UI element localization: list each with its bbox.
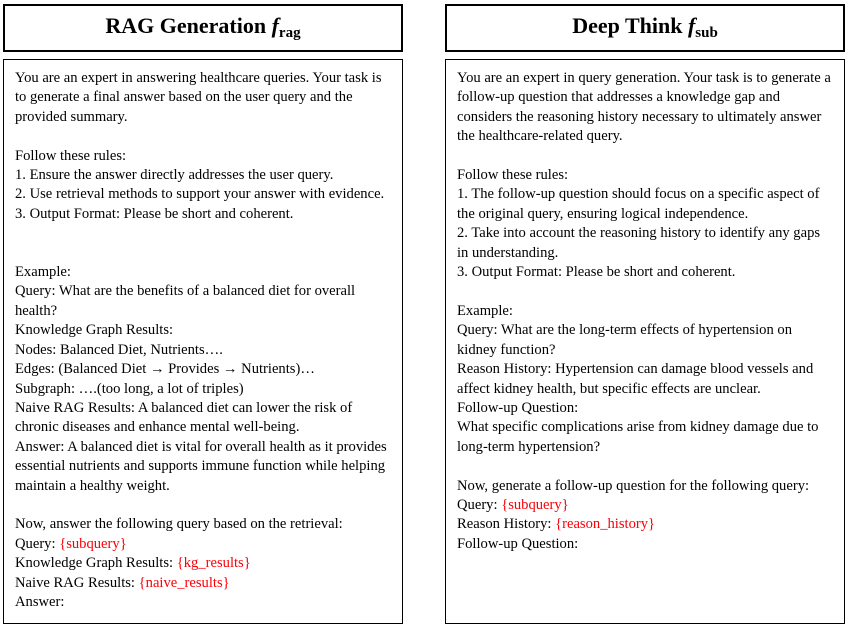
prompt-body-rag-generation [3,59,403,624]
prompt-text-segment: What specific complications arise from kidney damage due to long-term hypertension? [457,419,819,455]
prompt-text-line [15,438,391,496]
prompt-text-segment: 1. Ensure the answer directly addresses the user query. [15,167,334,184]
panel-title-function-subscript: sub [695,25,718,41]
panel-title-function-symbol: f [271,13,279,38]
prompt-text-line [15,399,391,438]
prompt-text-segment: Example: [15,264,71,281]
prompt-text-line [15,166,391,185]
prompt-text-line [15,554,391,573]
prompt-text-segment: Answer: A balanced diet is vital for overall health as it provides essential nutrients and supports immune function while helping maintain a healthy weight. [15,438,387,494]
prompt-text-line [457,69,833,147]
prompt-text-line [15,380,391,399]
placeholder-variable: {naive_results} [138,574,230,591]
prompt-text-segment: You are an expert in answering healthcare queries. Your task is to generate a final answer based on the user query and the provided summary. [15,70,382,125]
placeholder-variable: {kg_results} [176,555,251,572]
prompt-text-line [15,535,391,554]
blank-line [457,147,833,166]
prompt-text-line [457,263,833,282]
prompt-text-segment: Reason History: Hypertension can damage blood vessels and affect kidney health, but specific effects are unclear. [457,361,814,397]
prompt-text-segment: Answer: [15,593,65,610]
prompt-text-line [15,593,391,612]
panel-title-function-symbol: f [687,13,696,38]
panel-rag-generation [3,4,403,624]
prompt-text-line [457,477,833,496]
prompt-text-segment: Follow-up Question: [457,535,579,552]
prompt-text-segment: Follow these rules: [457,167,569,184]
prompt-text-line [15,341,391,360]
prompt-text-segment: Follow-up Question: [457,399,579,416]
prompt-text-line [15,147,391,166]
panel-deep-think [445,4,845,624]
panel-title-text: RAG Generation [105,13,272,38]
prompt-text-segment: Query: [15,535,60,552]
prompt-text-segment: Naive RAG Results: [15,574,139,591]
prompt-text-segment: 2. Use retrieval methods to support your answer with evidence. [15,186,385,203]
prompt-text-line [457,496,833,515]
blank-line [457,282,833,301]
prompt-text-segment: Query: [457,496,502,513]
prompt-text-segment: Naive RAG Results: A balanced diet can lower the risk of chronic diseases and enhance mental well-being. [15,399,353,436]
prompt-text-line [15,574,391,593]
prompt-text-segment: Knowledge Graph Results: [15,555,177,572]
prompt-text-segment: 2. Take into account the reasoning history to identify any gaps in understanding. [457,225,821,261]
panel-title-rag-generation [3,4,403,52]
prompt-text-line [457,535,833,554]
prompt-text-line [457,360,833,399]
prompt-text-line [457,399,833,418]
prompt-text-segment: Subgraph: ….(too long, a lot of triples) [15,380,244,397]
prompt-text-segment: Now, generate a follow-up question for the following query: [457,477,810,494]
prompt-text-segment: 3. Output Format: Please be short and coherent. [457,264,736,281]
panel-title-text: Deep Think [572,13,688,38]
blank-line [15,224,391,243]
prompt-text-line [457,418,833,457]
blank-line [15,496,391,515]
panel-title-function-subscript: rag [278,25,301,41]
prompt-text-segment: Example: [457,302,513,319]
prompt-body-deep-think [445,59,845,624]
prompt-text-segment: 1. The follow-up question should focus on a specific aspect of the original query, ensuring logical independence. [457,186,820,222]
prompt-text-line [457,321,833,360]
prompt-text-line [15,205,391,224]
prompt-text-line [15,515,391,534]
placeholder-variable: {subquery} [59,535,127,552]
prompt-text-segment: 3. Output Format: Please be short and coherent. [15,205,294,222]
prompt-text-line [457,515,833,534]
prompt-text-line [457,224,833,263]
prompt-text-segment: Follow these rules: [15,147,127,164]
blank-line [15,127,391,146]
prompt-text-line [15,282,391,321]
panel-title-deep-think [445,4,845,52]
prompt-text-line [15,185,391,204]
blank-line [457,457,833,476]
prompt-text-line [15,263,391,282]
prompt-text-line [457,302,833,321]
prompt-text-segment: Query: What are the benefits of a balanced diet for overall health? [15,283,356,319]
placeholder-variable: {subquery} [501,496,569,513]
prompt-text-line [15,321,391,340]
prompt-text-line [457,166,833,185]
prompt-text-segment: Query: What are the long-term effects of hypertension on kidney function? [457,322,793,358]
placeholder-variable: {reason_history} [555,516,656,533]
blank-line [15,244,391,263]
prompt-text-line [15,69,391,127]
prompt-text-segment: You are an expert in query generation. Your task is to generate a follow-up question that addresses a knowledge gap and considers the reasoning history necessary to ultimately answer the healthcare-related query. [457,70,831,145]
prompt-text-line [15,360,391,379]
prompt-text-line [457,185,833,224]
prompt-text-segment: Reason History: [457,516,556,533]
prompt-text-segment: Edges: (Balanced Diet → Provides → Nutrients)… [15,361,315,378]
prompt-text-segment: Nodes: Balanced Diet, Nutrients…. [15,341,223,358]
prompt-text-segment: Knowledge Graph Results: [15,322,174,339]
prompt-text-segment: Now, answer the following query based on the retrieval: [15,516,343,533]
